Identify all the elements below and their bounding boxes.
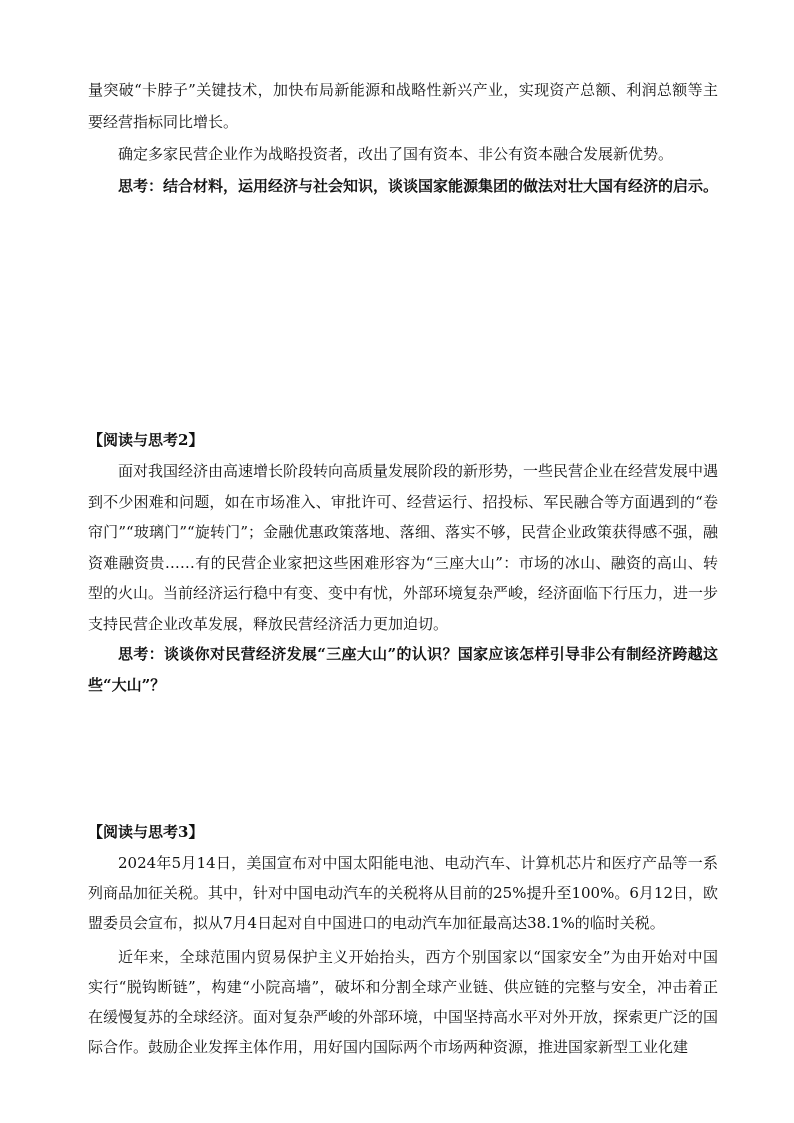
thinking-question: 思考：谈谈你对民营经济发展“三座大山”的认识？国家应该怎样引导非公有制经济跨越这些“大山”？ (88, 645, 718, 694)
body-paragraph: 近年来，全球范围内贸易保护主义开始抬头，西方个别国家以“国家安全”为由开始对中国实行“脱钩断链”，构建“小院高墙”，破坏和分割全球产业链、供应链的完整与安全，冲击着正在缓慢复苏的全球经济。面对复杂严峻的外部环境，中国坚持高水平对外开放，探索更广泛的国际合作。鼓励企业发挥主体作用，用好国内国际两个市场两种资源，推进国家新型工业化建 (88, 948, 719, 1056)
reading-section-2 (88, 424, 718, 700)
body-paragraph: 面对我国经济由高速增长阶段转向高质量发展阶段的新形势，一些民营企业在经营发展中遇到不少困难和问题，如在市场准入、审批许可、经营运行、招投标、军民融合等方面遇到的“卷帘门”“玻璃门”“旋转门”；金融优惠政策落地、落细、落实不够，民营企业政策获得感不强，融资难融资贵……有的民营企业家把这些困难形容为“三座大山”：市场的冰山、融资的高山、转型的火山。当前经济运行稳中有变、变中有忧，外部环境复杂严峻，经济面临下行压力，进一步支持民营企业改革发展，释放民营经济活力更加迫切。 (88, 462, 719, 633)
body-paragraph: 2024年5月14日，美国宣布对中国太阳能电池、电动汽车、计算机芯片和医疗产品等一系列商品加征关税。其中，针对中国电动汽车的关税将从目前的25%提升至100%。6月12日，欧盟委员会宣布，拟从7月4日起对自中国进口的电动汽车加征最高达38.1%的临时关税。 (88, 854, 718, 932)
reading-section-3 (88, 816, 718, 1062)
continuation-paragraph: 量突破“卡脖子”关键技术，加快布局新能源和战略性新兴产业，实现资产总额、利润总额等主要经营指标同比增长。 (88, 81, 718, 131)
body-paragraph: 确定多家民营企业作为战略投资者，改出了国有资本、非公有资本融合发展新优势。 (118, 145, 674, 163)
section-heading: 【阅读与思考3】 (88, 823, 204, 841)
thinking-question: 思考：结合材料，运用经济与社会知识，谈谈国家能源集团的做法对壮大国有经济的启示。 (118, 177, 719, 195)
reading-section-1 (88, 74, 718, 202)
section-heading: 【阅读与思考2】 (88, 431, 204, 449)
